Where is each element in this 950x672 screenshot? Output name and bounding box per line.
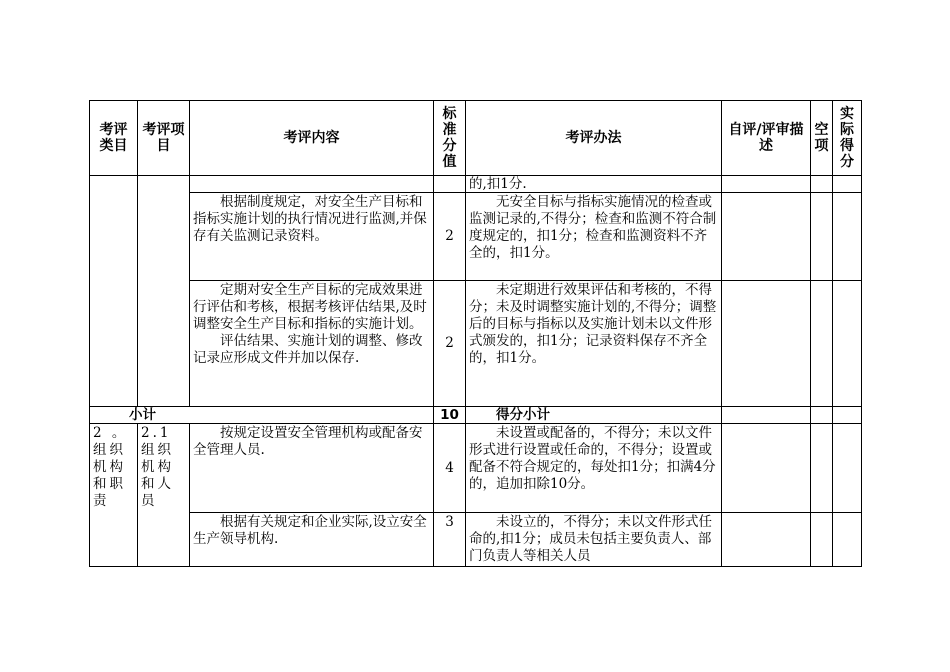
header-actual: 实际得分 bbox=[833, 101, 862, 176]
score-cell: 3 bbox=[434, 513, 466, 567]
table-row bbox=[90, 424, 862, 513]
method-cell: 未设立的，不得分；未以文件形式任命的,扣1分；成员未包括主要负责人、部门负责人等相关人员 bbox=[466, 513, 722, 567]
blank-cell bbox=[811, 424, 833, 513]
category-cell: 2 。组织机构和职责 bbox=[90, 424, 138, 567]
score-cell: 4 bbox=[434, 424, 466, 513]
self-review-cell bbox=[722, 281, 811, 407]
content-cell bbox=[190, 281, 434, 407]
table-row bbox=[90, 176, 862, 193]
actual-cell bbox=[833, 281, 862, 407]
category-cell bbox=[90, 176, 138, 407]
header-row bbox=[90, 101, 862, 176]
method-cell: 未设置或配备的，不得分；未以文件形式进行设置或任命的，不得分；设置或配备不符合规定的，每处扣1分；扣满4分的，追加扣除10分。 bbox=[466, 424, 722, 513]
actual-cell bbox=[833, 513, 862, 567]
content-cell: 按规定设置安全管理机构或配备安全管理人员. bbox=[190, 424, 434, 513]
blank-cell bbox=[811, 176, 833, 193]
score-cell: 2 bbox=[434, 193, 466, 281]
header-content: 考评内容 bbox=[190, 101, 434, 176]
actual-cell bbox=[833, 176, 862, 193]
self-review-cell bbox=[722, 424, 811, 513]
self-review-cell bbox=[722, 176, 811, 193]
score-cell bbox=[434, 176, 466, 193]
content-paragraph: 评估结果、实施计划的调整、修改记录应形成文件并加以保存. bbox=[193, 333, 423, 366]
table-row bbox=[90, 193, 862, 281]
self-review-cell bbox=[722, 513, 811, 567]
self-review-cell bbox=[722, 193, 811, 281]
item-cell: 2.1 组织机构和人员 bbox=[138, 424, 190, 567]
blank-cell bbox=[811, 281, 833, 407]
method-cell: 的,扣1分. bbox=[466, 176, 722, 193]
content-paragraph: 定期对安全生产目标的完成效果进行评估和考核，根据考核评估结果,及时调整安全生产目标和指标的实施计划。 bbox=[193, 282, 427, 332]
header-self-review: 自评/评审描述 bbox=[722, 101, 811, 176]
content-cell: 根据有关规定和企业实际,设立安全生产领导机构. bbox=[190, 513, 434, 567]
header-method: 考评办法 bbox=[466, 101, 722, 176]
table-row bbox=[90, 513, 862, 567]
subtotal-row bbox=[90, 407, 862, 424]
blank-cell bbox=[811, 193, 833, 281]
subtotal-label-cell bbox=[90, 407, 434, 424]
content-cell bbox=[190, 176, 434, 193]
actual-cell bbox=[833, 424, 862, 513]
evaluation-table bbox=[89, 100, 862, 567]
method-cell: 未定期进行效果评估和考核的，不得分；未及时调整实施计划的,不得分；调整后的目标与指标以及实施计划未以文件形式颁发的，扣1分；记录资料保存不齐全的，扣1分。 bbox=[466, 281, 722, 407]
blank-cell bbox=[811, 407, 833, 424]
blank-cell bbox=[811, 513, 833, 567]
item-cell bbox=[138, 176, 190, 407]
method-cell: 无安全目标与指标实施情况的检查或监测记录的,不得分；检查和监测不符合制度规定的，扣1分；检查和监测资料不齐全的，扣1分。 bbox=[466, 193, 722, 281]
self-review-cell bbox=[722, 407, 811, 424]
subtotal-method: 得分小计 bbox=[466, 407, 722, 424]
actual-cell bbox=[833, 193, 862, 281]
subtotal-score: 10 bbox=[434, 407, 466, 424]
header-category: 考评类目 bbox=[90, 101, 138, 176]
header-item: 考评项目 bbox=[138, 101, 190, 176]
table-row bbox=[90, 281, 862, 407]
subtotal-label: 小计 bbox=[129, 407, 156, 423]
actual-cell bbox=[833, 407, 862, 424]
content-cell: 根据制度规定，对安全生产目标和指标实施计划的执行情况进行监测,并保存有关监测记录资料。 bbox=[190, 193, 434, 281]
header-score: 标准分值 bbox=[434, 101, 466, 176]
score-cell: 2 bbox=[434, 281, 466, 407]
header-blank: 空项 bbox=[811, 101, 833, 176]
